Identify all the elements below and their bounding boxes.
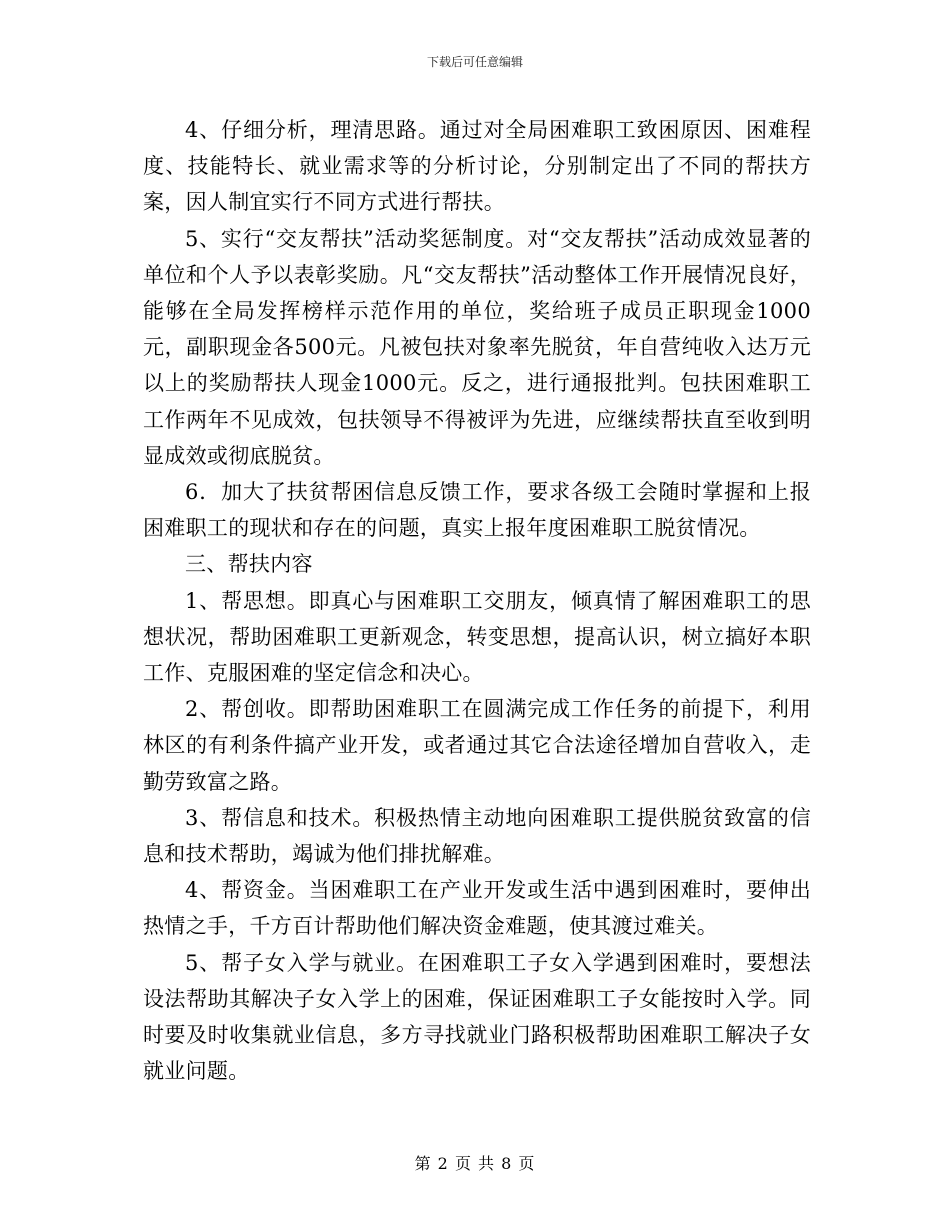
page-number: 第 2 页 共 8 页 [414,1154,536,1173]
header-note: 下载后可任意编辑 [426,55,523,69]
paragraph-help-funds: 4、帮资金。当困难职工在产业开发或生活中遇到困难时，要伸出热情之手，千方百计帮助他们解决资金难题，使其渡过难关。 [143,878,811,939]
paragraph-item-4-analysis: 4、仔细分析，理清思路。通过对全局困难职工致困原因、困难程度、技能特长、就业需求等的分析讨论，分别制定出了不同的帮扶方案，因人制宜实行不同方式进行帮扶。 [143,118,811,215]
paragraph-help-children: 5、帮子女入学与就业。在困难职工子女入学遇到困难时，要想法设法帮助其解决子女入学上的困难，保证困难职工子女能按时入学。同时要及时收集就业信息，多方寻找就业门路积极帮助困难职工解决子女就业问题。 [143,950,811,1084]
paragraph-help-thinking: 1、帮思想。即真心与困难职工交朋友，倾真情了解困难职工的思想状况，帮助困难职工更新观念，转变思想，提高认识，树立搞好本职工作、克服困难的坚定信念和决心。 [143,588,811,686]
paragraph-help-income: 2、帮创收。即帮助困难职工在圆满完成工作任务的前提下，利用林区的有利条件搞产业开发，或者通过其它合法途径增加自营收入，走勤劳致富之路。 [143,697,811,794]
paragraph-help-information: 3、帮信息和技术。积极热情主动地向困难职工提供脱贫致富的信息和技术帮助，竭诚为他们排扰解难。 [143,805,811,867]
paragraph-item-5-reward-system: 5、实行“交友帮扶”活动奖惩制度。对“交友帮扶”活动成效显著的单位和个人予以表彰奖励。凡“交友帮扶”活动整体工作开展情况良好，能够在全局发挥榜样示范作用的单位，奖给班子成员正职现金1000元，副职现金各500元。凡被包扶对象率先脱贫，年自营纯收入达万元以上的奖励帮扶人现金1000元。反之，进行通报批判。包扶困难职工工作两年不见成效，包扶领导不得被评为先进，应继续帮扶直至收到明显成效或彻底脱贫。 [143,226,811,468]
document-body [143,112,811,1089]
section-heading-assistance-content: 三、帮扶内容 [185,552,313,577]
paragraph-item-6-feedback: 6．加大了扶贫帮困信息反馈工作，要求各级工会随时掌握和上报困难职工的现状和存在的问题，真实上报年度困难职工脱贫情况。 [143,480,811,541]
